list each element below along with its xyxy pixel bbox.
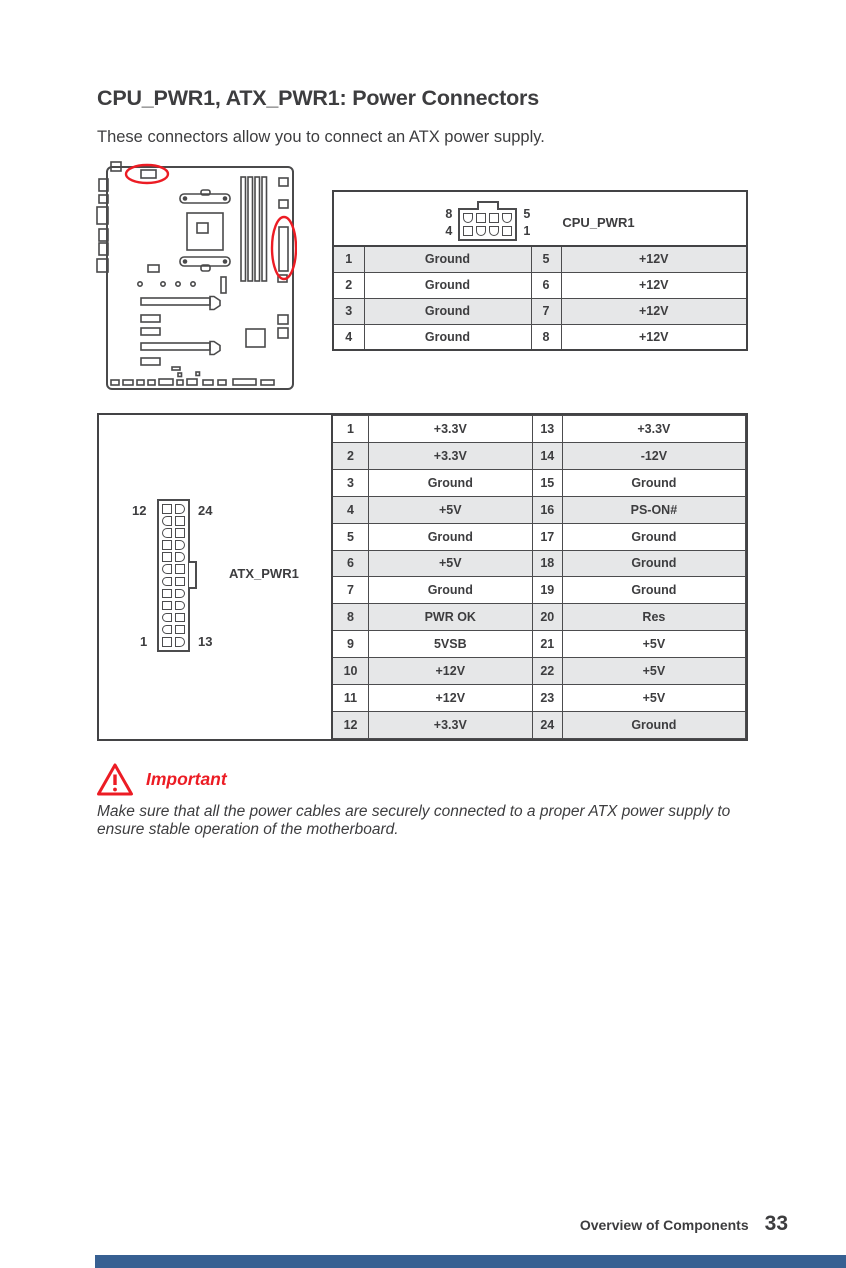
signal-cell: +12V (561, 246, 747, 272)
pcie-slots (141, 297, 220, 366)
signal-cell: PS-ON# (562, 496, 745, 523)
signal-cell: Ground (562, 550, 745, 577)
pin-number-cell: 10 (332, 658, 368, 685)
signal-cell: +12V (561, 324, 747, 350)
pin-number-cell: 11 (332, 685, 368, 712)
pin-number-cell: 6 (332, 550, 368, 577)
connector-pin (502, 213, 512, 223)
pin-number-cell: 1 (333, 246, 364, 272)
important-heading: Important (146, 769, 227, 789)
atx-pin-label-13: 13 (198, 634, 213, 649)
page-subtitle: These connectors allow you to connect an ATX power supply. (97, 128, 545, 146)
pin-number-cell: 8 (332, 604, 368, 631)
pin-number-cell: 23 (532, 685, 562, 712)
cpu-pwr1-label: CPU_PWR1 (562, 214, 635, 230)
signal-cell: +5V (368, 550, 532, 577)
signal-cell: Ground (368, 577, 532, 604)
cpu-pin-grid (463, 213, 512, 236)
atx-pwr1-pin-row (332, 496, 745, 523)
pin-number-cell: 3 (333, 298, 364, 324)
connector-pin (463, 213, 473, 223)
pin-number-cell: 24 (532, 711, 562, 738)
atx-pwr1-connector (279, 227, 288, 271)
connector-pin (175, 516, 185, 526)
pin-number-cell: 4 (332, 496, 368, 523)
pin-number-cell: 15 (532, 469, 562, 496)
signal-cell: Ground (562, 711, 745, 738)
connector-latch (189, 561, 197, 589)
chipset (246, 329, 265, 347)
cpu-pwr1-pin-row (333, 324, 747, 350)
atx-pwr1-pin-row (332, 577, 745, 604)
cpu-pwr1-header-row (333, 191, 747, 246)
atx-pin-label-24: 24 (198, 503, 213, 518)
signal-cell: +5V (368, 496, 532, 523)
atx-pin-label-1: 1 (140, 634, 148, 649)
pin-number-cell: 2 (332, 442, 368, 469)
dimm-slots (241, 177, 267, 281)
connector-pin (162, 564, 172, 574)
footer-page-number: 33 (764, 1212, 788, 1235)
m2-slot (221, 277, 226, 293)
signal-cell: +12V (561, 272, 747, 298)
connector-pin (476, 226, 486, 236)
atx-pwr1-pin-row (332, 685, 745, 712)
cpu-socket (187, 213, 223, 250)
connector-pin (162, 528, 172, 538)
signal-cell: Ground (562, 577, 745, 604)
connector-pin (175, 577, 185, 587)
pin-number-cell: 6 (531, 272, 561, 298)
pin-number-cell: 14 (532, 442, 562, 469)
connector-pin (175, 540, 185, 550)
pin-number-cell: 7 (332, 577, 368, 604)
motherboard-diagram-svg (95, 161, 297, 397)
atx-pwr1-label: ATX_PWR1 (229, 566, 299, 581)
motherboard-diagram (95, 161, 297, 402)
atx-pwr1-pin-row (332, 442, 745, 469)
page-footer (580, 1212, 788, 1236)
io-port (279, 178, 288, 186)
important-note-header (95, 761, 227, 798)
cpu-pwr1-pin-row (333, 272, 747, 298)
atx-pin-grid (162, 504, 185, 647)
footer-section-title: Overview of Components (579, 1217, 749, 1233)
pin-number-cell: 7 (531, 298, 561, 324)
signal-cell: Ground (368, 469, 532, 496)
connector-pin (162, 540, 172, 550)
connector-pin (162, 552, 172, 562)
signal-cell: Ground (364, 298, 531, 324)
connector-latch (477, 201, 499, 210)
signal-cell: Ground (364, 246, 531, 272)
connector-pin (162, 577, 172, 587)
signal-cell: Ground (364, 324, 531, 350)
pin-number-cell: 5 (531, 246, 561, 272)
pin-number-cell: 18 (532, 550, 562, 577)
pin-number-cell: 19 (532, 577, 562, 604)
signal-cell: +5V (562, 685, 745, 712)
pin-number-cell: 13 (532, 416, 562, 443)
signal-cell: +3.3V (562, 416, 745, 443)
cpu-pwr1-connector (141, 170, 156, 178)
atx-pwr1-pin-row (332, 469, 745, 496)
pin-number-cell: 1 (332, 416, 368, 443)
atx-pin-label-12: 12 (132, 503, 147, 518)
connector-pin (175, 637, 185, 647)
signal-cell: +3.3V (368, 442, 532, 469)
connector-pin (162, 504, 172, 514)
connector-pin (162, 625, 172, 635)
pin-number-cell: 9 (332, 631, 368, 658)
pin-number-cell: 22 (532, 658, 562, 685)
atx-pwr1-pin-row (332, 711, 745, 738)
pin-number-cell: 3 (332, 469, 368, 496)
pin-number-cell: 20 (532, 604, 562, 631)
atx-pwr1-pin-row (332, 604, 745, 631)
connector-pin (175, 564, 185, 574)
signal-cell: Res (562, 604, 745, 631)
signal-cell: +12V (368, 685, 532, 712)
io-port (279, 200, 288, 208)
connector-pin (175, 589, 185, 599)
signal-cell: +5V (562, 631, 745, 658)
cpu-pwr1-pin-row (333, 298, 747, 324)
signal-cell: +12V (561, 298, 747, 324)
board-outline (107, 167, 293, 389)
bottom-headers (111, 372, 274, 385)
connector-pin (489, 226, 499, 236)
connector-pin (162, 516, 172, 526)
cpu-pwr1-table (332, 190, 748, 351)
connector-pin (476, 213, 486, 223)
connector-pin (175, 613, 185, 623)
connector-pin (175, 528, 185, 538)
signal-cell: +3.3V (368, 711, 532, 738)
atx-pwr1-pin-row (332, 658, 745, 685)
connector-pin (162, 589, 172, 599)
page-title: CPU_PWR1, ATX_PWR1: Power Connectors (97, 86, 539, 110)
signal-cell: PWR OK (368, 604, 532, 631)
pin-number-cell: 21 (532, 631, 562, 658)
pin-number-cell: 17 (532, 523, 562, 550)
cpu-pin-labels-right: 5 1 (523, 206, 531, 238)
cpu-pwr1-connector-diagram (458, 208, 517, 241)
connector-pin (463, 226, 473, 236)
connector-pin (162, 601, 172, 611)
atx-pwr1-table (331, 415, 746, 739)
warning-triangle-icon (95, 761, 135, 798)
atx-pwr1-pin-row (332, 523, 745, 550)
signal-cell: +12V (368, 658, 532, 685)
signal-cell: Ground (562, 523, 745, 550)
important-body: Make sure that all the power cables are securely connected to a proper ATX power supply to ensure stable operation of the motherboard. (97, 803, 731, 839)
signal-cell: Ground (368, 523, 532, 550)
atx-pwr1-section (97, 413, 748, 741)
connector-pin (162, 637, 172, 647)
connector-pin (162, 613, 172, 623)
connector-pin (175, 625, 185, 635)
connector-pin (489, 213, 499, 223)
signal-cell: +3.3V (368, 416, 532, 443)
atx-pwr1-diagram-panel (99, 415, 331, 739)
signal-cell: 5VSB (368, 631, 532, 658)
pin-number-cell: 5 (332, 523, 368, 550)
pin-number-cell: 12 (332, 711, 368, 738)
footer-accent-bar (95, 1255, 846, 1268)
signal-cell: -12V (562, 442, 745, 469)
pin-number-cell: 4 (333, 324, 364, 350)
pin-number-cell: 16 (532, 496, 562, 523)
signal-cell: +5V (562, 658, 745, 685)
connector-pin (175, 552, 185, 562)
atx-pwr1-pin-row (332, 631, 745, 658)
pin-number-cell: 2 (333, 272, 364, 298)
atx-pwr1-pin-row (332, 550, 745, 577)
connector-pin (175, 504, 185, 514)
connector-pin (502, 226, 512, 236)
cpu-pin-labels-left: 8 4 (445, 206, 453, 238)
signal-cell: Ground (364, 272, 531, 298)
atx-pwr1-pin-row (332, 416, 745, 443)
atx-pwr1-connector-diagram (157, 499, 190, 652)
signal-cell: Ground (562, 469, 745, 496)
cpu-pwr1-pin-row (333, 246, 747, 272)
connector-pin (175, 601, 185, 611)
pin-number-cell: 8 (531, 324, 561, 350)
